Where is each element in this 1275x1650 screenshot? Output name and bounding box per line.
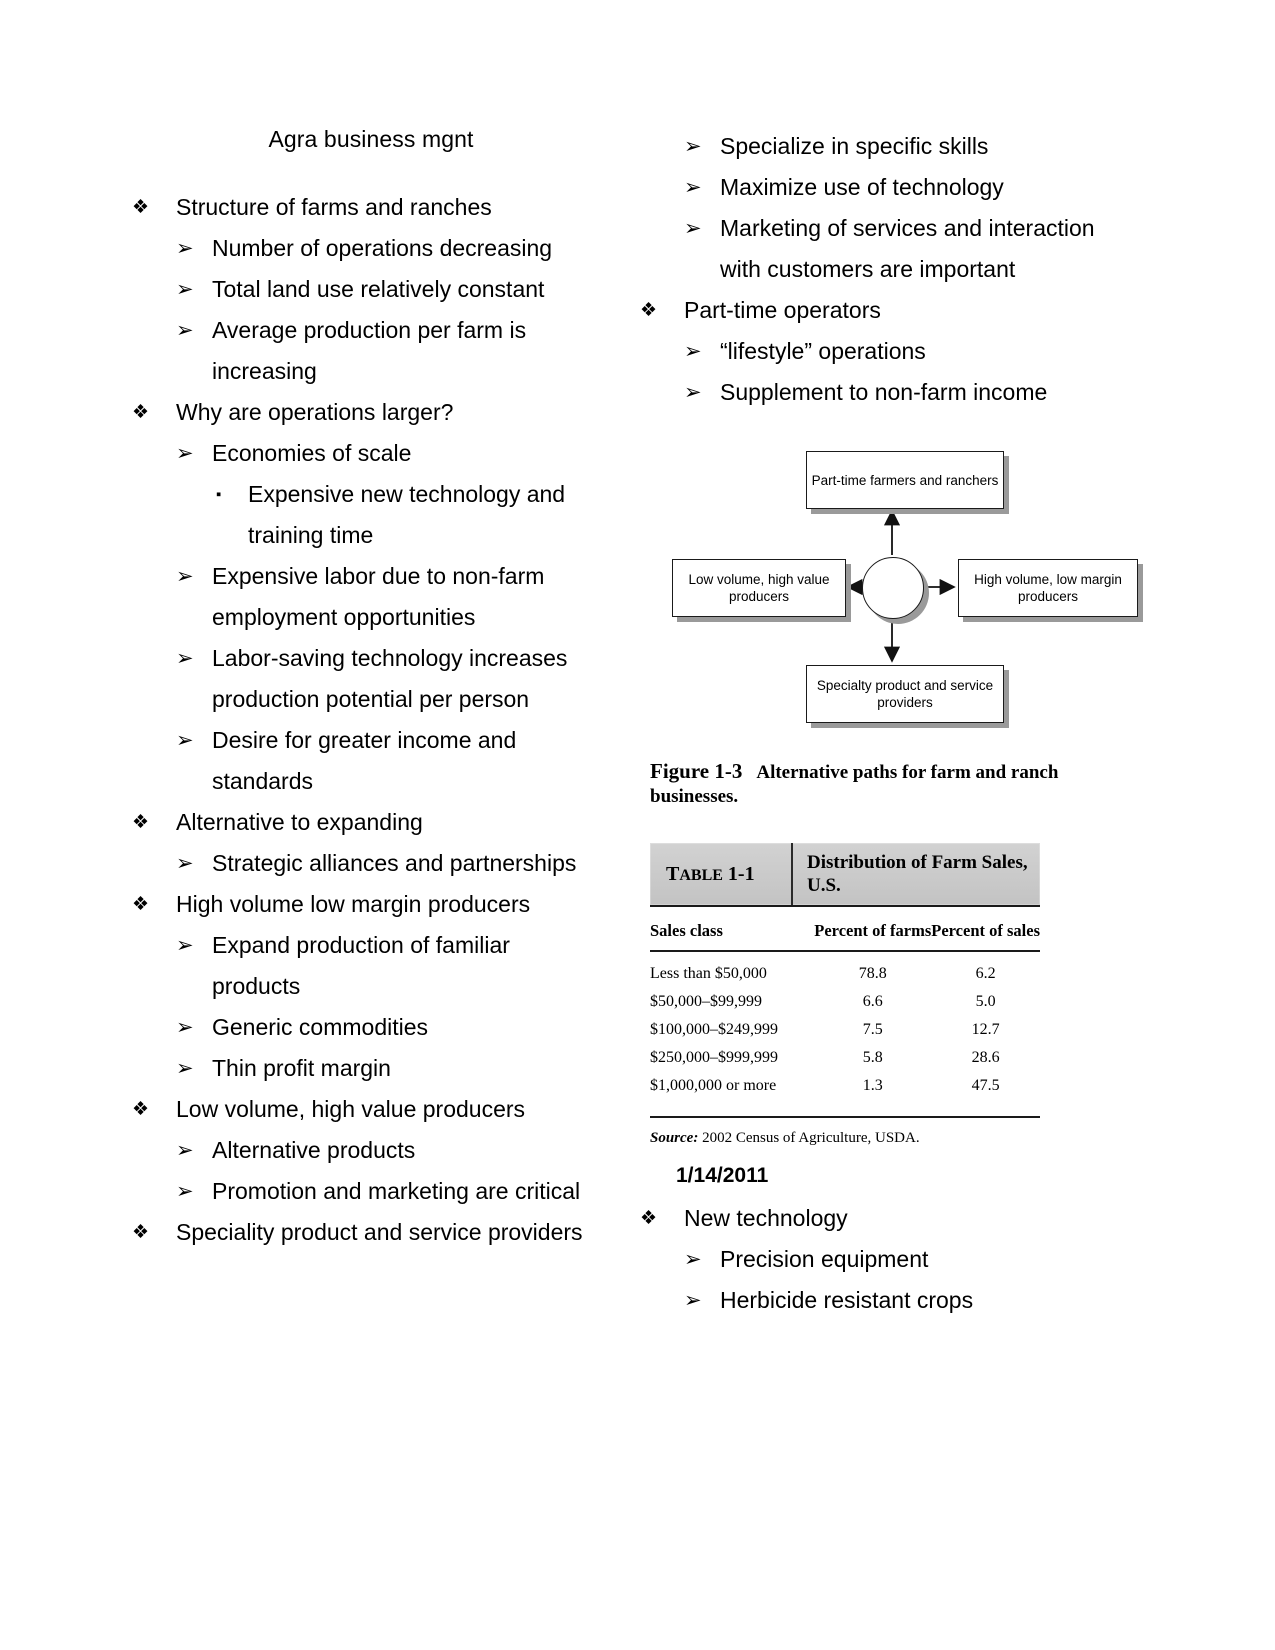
left-bullet-item-text: Economies of scale bbox=[212, 440, 412, 466]
col-header-sales-class: Sales class bbox=[650, 907, 814, 951]
figure-caption bbox=[650, 759, 1070, 809]
left-bullet-item bbox=[132, 1089, 602, 1130]
left-bullet-item-text: Thin profit margin bbox=[212, 1055, 391, 1081]
right-bullet-top-item-text: “lifestyle” operations bbox=[720, 338, 926, 364]
diagram-box-specialty-product: Specialty product and service providers bbox=[806, 665, 1004, 723]
left-bullet-item bbox=[132, 843, 602, 884]
right-column bbox=[640, 126, 1122, 1321]
cell-percent-of-sales: 5.0 bbox=[975, 993, 996, 1010]
arrow-bullet-icon: ➢ bbox=[176, 647, 194, 670]
cell-sales-class: $50,000–$99,999 bbox=[650, 993, 762, 1010]
arrow-bullet-icon: ➢ bbox=[176, 729, 194, 752]
right-bullet-top-item bbox=[640, 167, 1110, 208]
table-column-header-row bbox=[650, 907, 1040, 951]
left-bullet-item bbox=[132, 1007, 602, 1048]
left-bullet-item-text: Expensive new technology and training time bbox=[248, 481, 566, 548]
table-label-cell bbox=[650, 843, 793, 905]
right-bullet-top-item bbox=[640, 331, 1110, 372]
left-bullet-list bbox=[132, 187, 602, 1253]
cell-percent-of-farms: 7.5 bbox=[862, 1021, 883, 1038]
right-bullet-top-item-text: Supplement to non-farm income bbox=[720, 379, 1048, 405]
right-bullet-top-item bbox=[640, 290, 1110, 331]
diagram-box-part-time-farmers: Part-time farmers and ranchers bbox=[806, 451, 1004, 509]
diamond-bullet-icon: ❖ bbox=[132, 197, 150, 218]
col-header-percent-of-farms: Percent of farms bbox=[814, 907, 931, 951]
arrow-bullet-icon: ➢ bbox=[176, 442, 194, 465]
col-header-percent-of-sales: Percent of sales bbox=[931, 907, 1040, 951]
right-bullet-bottom-item bbox=[640, 1239, 1110, 1280]
table-title: Distribution of Farm Sales, U.S. bbox=[807, 852, 1028, 896]
arrow-bullet-icon: ➢ bbox=[176, 1016, 194, 1039]
left-bullet-item bbox=[132, 310, 602, 392]
left-bullet-item-text: Total land use relatively constant bbox=[212, 276, 545, 302]
cell-sales-class: $100,000–$249,999 bbox=[650, 1021, 778, 1038]
diamond-bullet-icon: ❖ bbox=[132, 1222, 150, 1243]
left-bullet-item bbox=[132, 392, 602, 433]
left-bullet-item-text: Expand production of familiar products bbox=[212, 932, 510, 999]
right-bullet-bottom-item-text: Herbicide resistant crops bbox=[720, 1287, 974, 1313]
figure-1-3-diagram bbox=[658, 447, 1122, 747]
right-bullet-bottom-item bbox=[640, 1198, 1110, 1239]
left-bullet-item-text: Speciality product and service providers bbox=[176, 1219, 583, 1245]
left-bullet-item-text: Strategic alliances and partnerships bbox=[212, 850, 577, 876]
diamond-bullet-icon: ❖ bbox=[132, 812, 150, 833]
left-column bbox=[132, 126, 602, 1253]
arrow-bullet-icon: ➢ bbox=[684, 135, 702, 158]
source-text: 2002 Census of Agriculture, USDA. bbox=[698, 1130, 920, 1146]
right-bullet-top-item-text: Specialize in specific skills bbox=[720, 133, 989, 159]
left-bullet-item bbox=[132, 556, 602, 638]
cell-percent-of-farms: 78.8 bbox=[858, 965, 887, 982]
left-bullet-item-text: Number of operations decreasing bbox=[212, 235, 553, 261]
left-bullet-item bbox=[132, 1212, 602, 1253]
left-bullet-item-text: Expensive labor due to non-farm employment opportunities bbox=[212, 563, 545, 630]
right-bullet-top-item bbox=[640, 208, 1110, 290]
right-bullet-top-item-text: Marketing of services and interaction with customers are important bbox=[720, 215, 1095, 282]
left-bullet-item-text: Labor-saving technology increases production potential per person bbox=[212, 645, 568, 712]
right-bullet-list-top bbox=[640, 126, 1110, 413]
arrow-bullet-icon: ➢ bbox=[684, 1248, 702, 1271]
date-stamp: 1/14/2011 bbox=[676, 1164, 769, 1187]
left-bullet-item-text: Desire for greater income and standards bbox=[212, 727, 517, 794]
left-bullet-item-text: Average production per farm is increasing bbox=[212, 317, 527, 384]
arrow-bullet-icon: ➢ bbox=[684, 217, 702, 240]
cell-sales-class: $1,000,000 or more bbox=[650, 1077, 777, 1094]
arrow-bullet-icon: ➢ bbox=[684, 176, 702, 199]
cell-percent-of-sales: 28.6 bbox=[971, 1049, 1000, 1066]
cell-sales-class: $250,000–$999,999 bbox=[650, 1049, 778, 1066]
right-bullet-list-bottom bbox=[640, 1198, 1110, 1321]
diamond-bullet-icon: ❖ bbox=[640, 1208, 658, 1229]
left-bullet-item bbox=[132, 884, 602, 925]
left-bullet-item bbox=[132, 1130, 602, 1171]
figure-number: Figure 1-3 bbox=[650, 759, 743, 783]
figure-caption-text: Alternative paths for farm and ranch businesses. bbox=[650, 762, 1059, 807]
cell-percent-of-sales: 12.7 bbox=[971, 1021, 1000, 1038]
left-bullet-item-text: Generic commodities bbox=[212, 1014, 429, 1040]
left-bullet-item bbox=[132, 228, 602, 269]
left-bullet-item bbox=[132, 187, 602, 228]
left-bullet-item bbox=[132, 474, 602, 556]
left-bullet-item bbox=[132, 1048, 602, 1089]
arrow-bullet-icon: ➢ bbox=[176, 1139, 194, 1162]
arrow-bullet-icon: ➢ bbox=[176, 237, 194, 260]
table-row bbox=[650, 988, 1040, 1016]
cell-percent-of-farms: 5.8 bbox=[862, 1049, 883, 1066]
left-bullet-item bbox=[132, 269, 602, 310]
left-bullet-item-text: High volume low margin producers bbox=[176, 891, 531, 917]
right-bullet-bottom-item-text: New technology bbox=[684, 1205, 848, 1231]
right-bullet-top-item-text: Part-time operators bbox=[684, 297, 881, 323]
diamond-bullet-icon: ❖ bbox=[132, 1099, 150, 1120]
arrow-bullet-icon: ➢ bbox=[684, 340, 702, 363]
diamond-bullet-icon: ❖ bbox=[640, 300, 658, 321]
right-bullet-top-item-text: Maximize use of technology bbox=[720, 174, 1004, 200]
table-row bbox=[650, 951, 1040, 988]
arrow-bullet-icon: ➢ bbox=[684, 381, 702, 404]
cell-percent-of-farms: 6.6 bbox=[862, 993, 883, 1010]
cell-sales-class: Less than $50,000 bbox=[650, 965, 767, 982]
diagram-center-circle bbox=[862, 557, 924, 619]
table-row bbox=[650, 1044, 1040, 1072]
table-rows bbox=[650, 951, 1040, 1100]
table-source bbox=[650, 1118, 1040, 1147]
arrow-bullet-icon: ➢ bbox=[176, 1180, 194, 1203]
table-body bbox=[650, 907, 1040, 1100]
diagram-box-high-volume: High volume, low margin producers bbox=[958, 559, 1138, 617]
right-bullet-top-item bbox=[640, 126, 1110, 167]
arrow-bullet-icon: ➢ bbox=[176, 278, 194, 301]
arrow-bullet-icon: ➢ bbox=[176, 319, 194, 342]
table-header-band bbox=[650, 843, 1040, 907]
arrow-bullet-icon: ➢ bbox=[684, 1289, 702, 1312]
source-label: Source: bbox=[650, 1130, 699, 1146]
left-bullet-item bbox=[132, 433, 602, 474]
left-bullet-item bbox=[132, 802, 602, 843]
arrow-bullet-icon: ➢ bbox=[176, 1057, 194, 1080]
table-row bbox=[650, 1072, 1040, 1100]
left-bullet-item bbox=[132, 1171, 602, 1212]
right-bullet-bottom-item bbox=[640, 1280, 1110, 1321]
diamond-bullet-icon: ❖ bbox=[132, 402, 150, 423]
left-bullet-item bbox=[132, 720, 602, 802]
slide-title: Agra business mgnt bbox=[268, 126, 474, 152]
arrow-bullet-icon: ➢ bbox=[176, 934, 194, 957]
diamond-bullet-icon: ❖ bbox=[132, 894, 150, 915]
left-bullet-item-text: Alternative to expanding bbox=[176, 809, 423, 835]
left-bullet-item bbox=[132, 638, 602, 720]
table-row bbox=[650, 1016, 1040, 1044]
right-bullet-bottom-item-text: Precision equipment bbox=[720, 1246, 929, 1272]
cell-percent-of-farms: 1.3 bbox=[862, 1077, 883, 1094]
arrow-bullet-icon: ➢ bbox=[176, 565, 194, 588]
arrow-bullet-icon: ➢ bbox=[176, 852, 194, 875]
left-bullet-item-text: Why are operations larger? bbox=[176, 399, 454, 425]
left-bullet-item-text: Alternative products bbox=[212, 1137, 416, 1163]
table-label: TABLE 1-1 bbox=[666, 862, 755, 885]
left-bullet-item-text: Low volume, high value producers bbox=[176, 1096, 526, 1122]
cell-percent-of-sales: 6.2 bbox=[975, 965, 996, 982]
right-bullet-top-item bbox=[640, 372, 1110, 413]
table-1-1 bbox=[650, 843, 1040, 1147]
left-bullet-item-text: Promotion and marketing are critical bbox=[212, 1178, 581, 1204]
diagram-box-low-volume: Low volume, high value producers bbox=[672, 559, 846, 617]
left-bullet-item-text: Structure of farms and ranches bbox=[176, 194, 492, 220]
left-bullet-item bbox=[132, 925, 602, 1007]
square-bullet-icon: ▪ bbox=[216, 486, 222, 503]
cell-percent-of-sales: 47.5 bbox=[971, 1077, 1000, 1094]
